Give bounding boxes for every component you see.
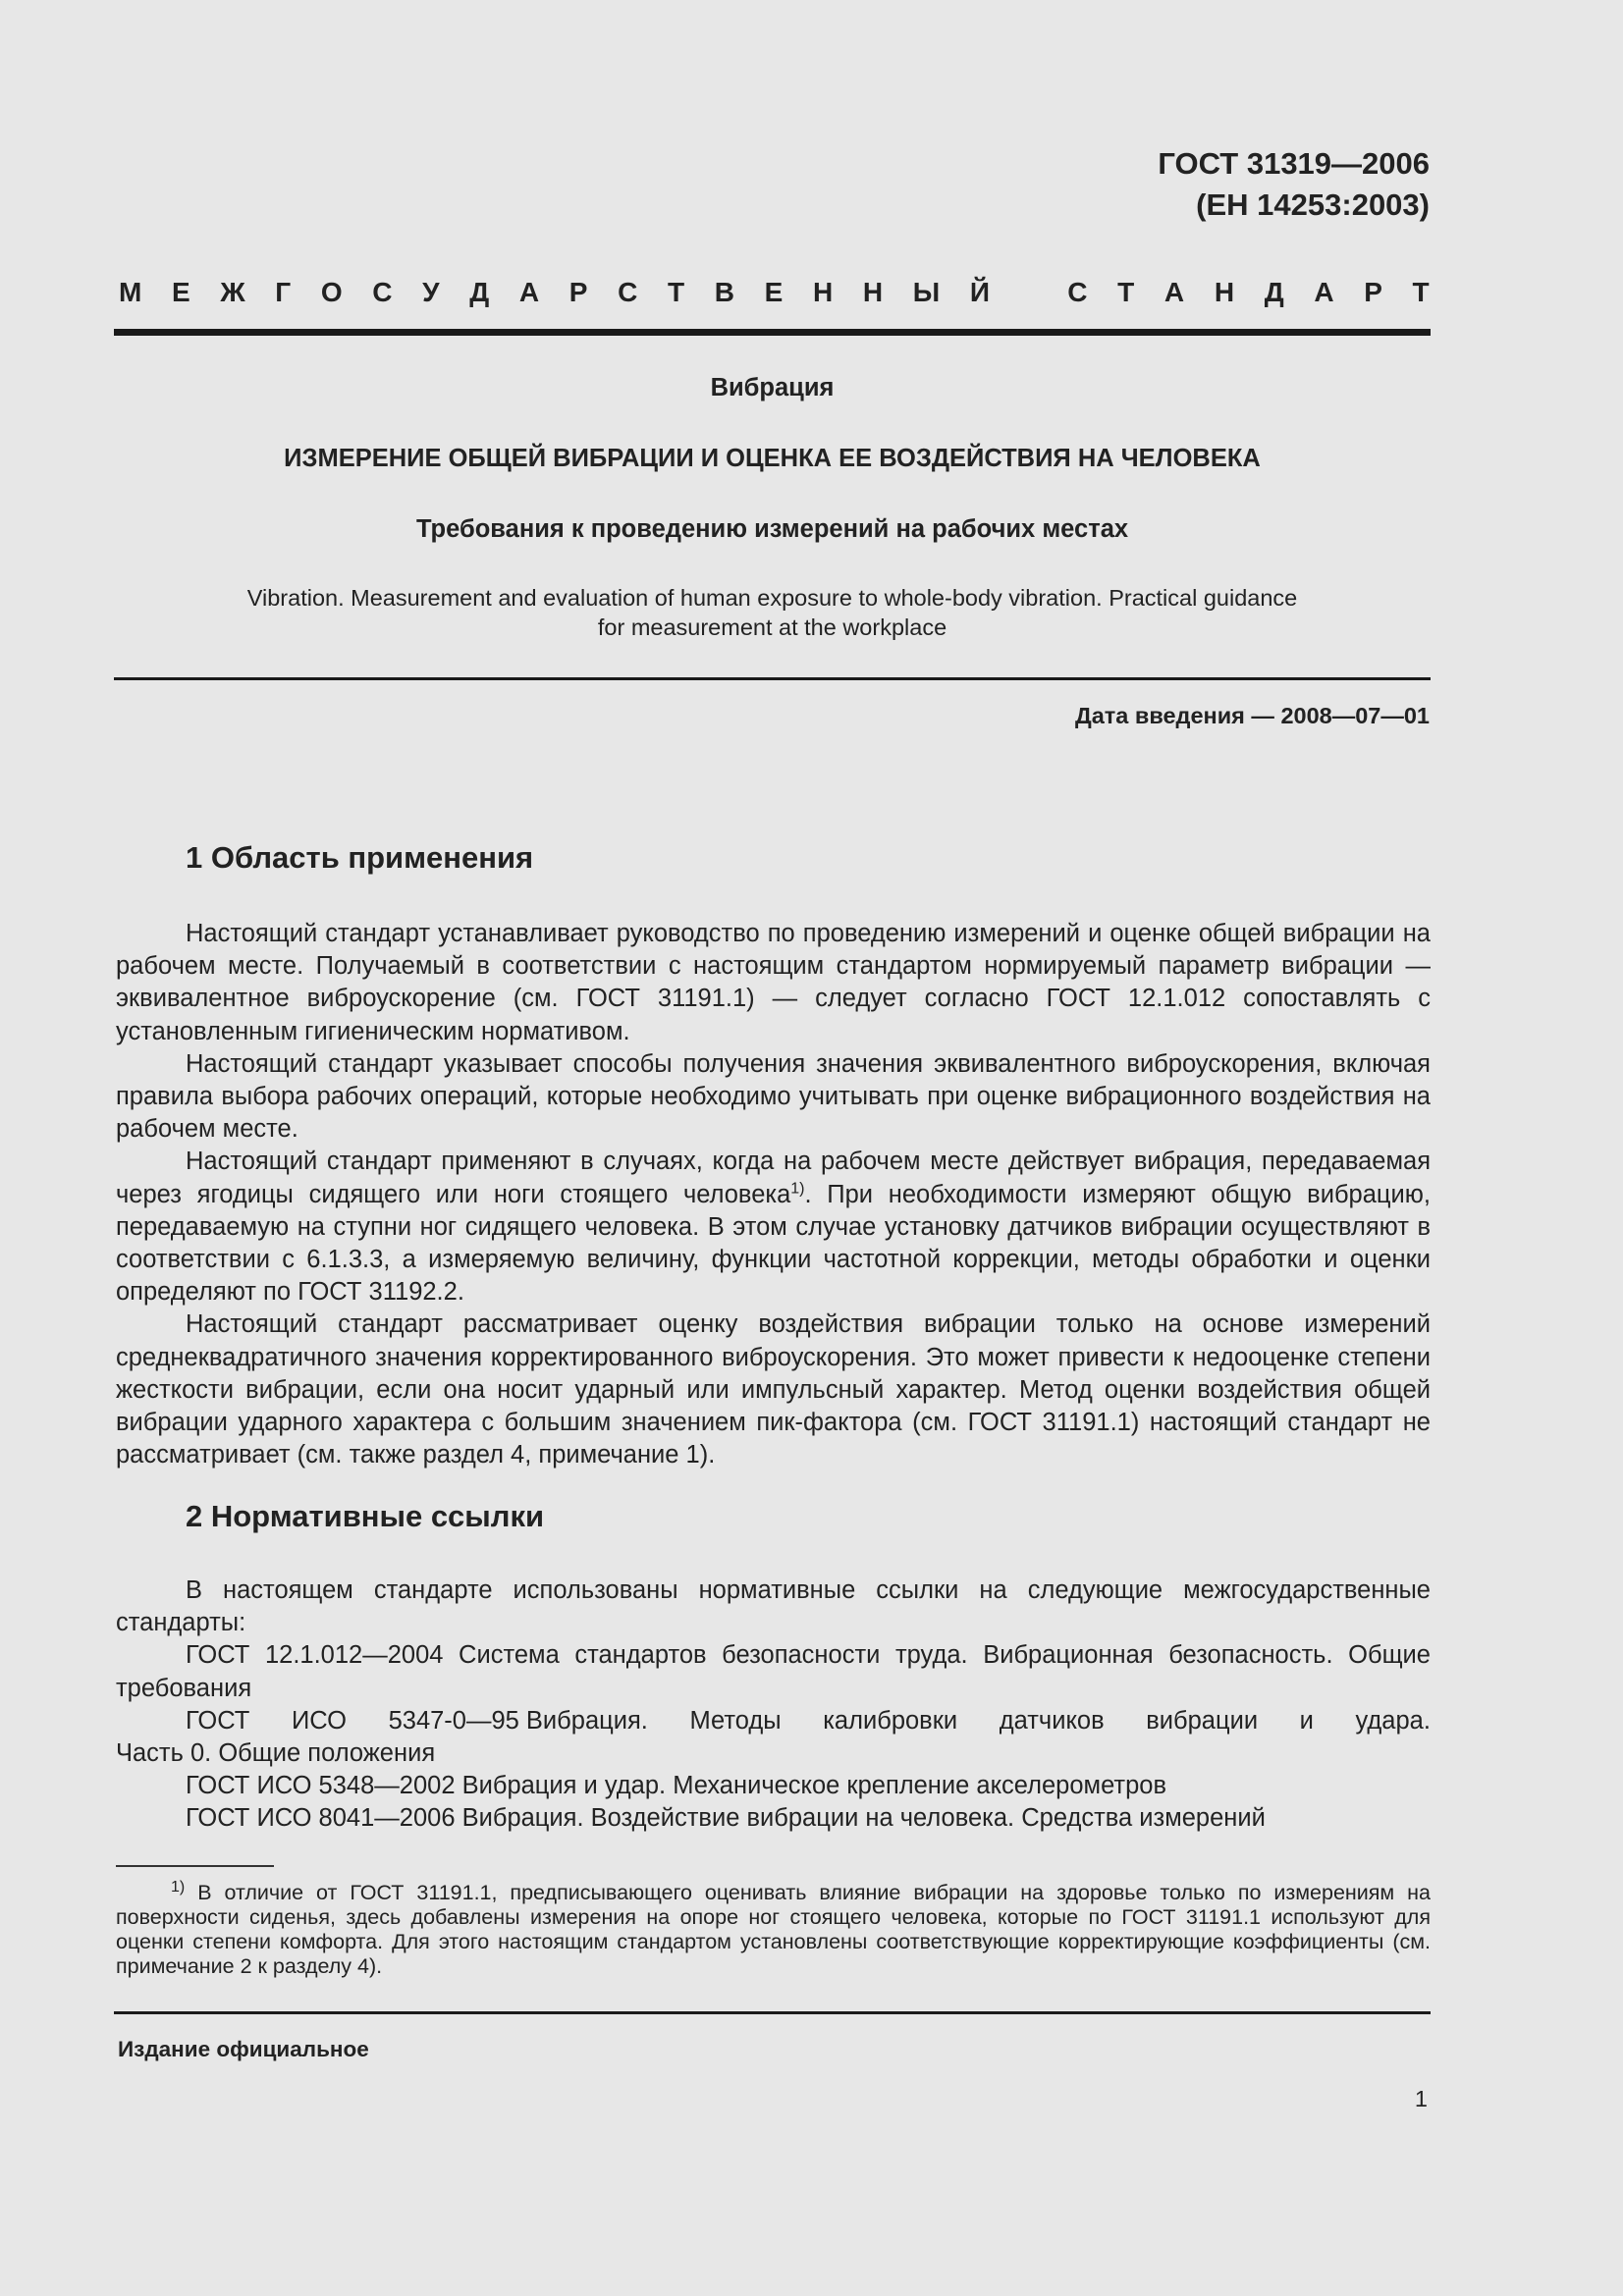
reference-2-word: удара. [1355, 1706, 1431, 1735]
title-english-line1: Vibration. Measurement and evaluation of human exposure to whole-body vibration. Practical guidance [246, 585, 1298, 611]
interstate-letter: Й [969, 277, 990, 307]
footer-rule [114, 2011, 1431, 2014]
footnote-paragraph [116, 1878, 1431, 1979]
interstate-letter: У [422, 277, 440, 307]
interstate-letter: Ж [220, 277, 245, 307]
title-sub: Требования к проведению измерений на рабочих местах [415, 515, 1129, 543]
title-main: ИЗМЕРЕНИЕ ОБЩЕЙ ВИБРАЦИИ И ОЦЕНКА ЕЕ ВОЗДЕЙСТВИЯ НА ЧЕЛОВЕКА [284, 445, 1261, 472]
section-2-heading: 2 Нормативные ссылки [186, 1499, 545, 1533]
reference-3: ГОСТ ИСО 5348—2002 Вибрация и удар. Механическое крепление акселерометров [186, 1772, 1166, 1800]
edition-label: Издание официальное [118, 2037, 369, 2061]
interstate-letter: Д [469, 277, 490, 307]
reference-2-word: вибрации [1146, 1706, 1259, 1735]
section-1-body [116, 918, 1431, 1471]
interstate-letter: М [119, 277, 142, 307]
interstate-letter: Р [1364, 277, 1382, 307]
interstate-letter: Ы [912, 277, 941, 307]
section-2-intro: В настоящем стандарте использованы нормативные ссылки на следующие межгосударственные стандарты: [116, 1576, 1431, 1637]
section-2-body [116, 1575, 1431, 1836]
reference-2-word: и [1299, 1706, 1314, 1735]
intro-date: Дата введения — 2008—07—01 [1074, 703, 1430, 728]
p3-text-a: Настоящий стандарт применяют в случаях, когда на рабочем месте действует вибрация, передаваемая через ягодицы сидящего или ноги стоящего человека [116, 1148, 1431, 1208]
interstate-letter: Г [275, 277, 292, 307]
footnote-text: В отличие от ГОСТ 31191.1, предписывающего оценивать влияние вибрации на здоровье только по измерениям на поверхности сиденья, здесь добавлены измерения на опоре ног стоящего человека, которые по ГОСТ 31191.1 используют для оценки степени комфорта. Для этого настоящим стандартом установлены соответствующие корректирующие коэффициенты (см. примечание 2 к разделу 4). [116, 1881, 1431, 1978]
interstate-letter: А [518, 277, 540, 307]
interstate-letter [1020, 277, 1038, 316]
p3-text-b: . При необходимости измеряют общую вибрацию, передаваемую на ступни ног сидящего человека. В этом случае установку датчиков вибрации осуществляют в соответствии с 6.1.3.3, а измеряемую величину, функции частотной коррекции, методы обработки и оценки определяют по ГОСТ 31192.2. [116, 1180, 1431, 1307]
reference-2-word: ГОСТ [186, 1706, 250, 1735]
interstate-letter: А [1163, 277, 1185, 307]
reference-2-tail: Часть 0. Общие положения [116, 1739, 436, 1768]
interstate-letter: С [618, 277, 638, 307]
gost-number: ГОСТ 31319—2006 [1158, 146, 1430, 181]
interstate-letter: Т [1412, 277, 1430, 307]
interstate-letter: Т [1117, 277, 1135, 307]
interstate-letter: С [372, 277, 393, 307]
interstate-standard-label [119, 277, 1430, 316]
interstate-letter: Е [764, 277, 784, 307]
title-topic: Вибрация [710, 374, 835, 401]
section-1-paragraph-4: Настоящий стандарт рассматривает оценку воздействия вибрации только на основе измерений среднеквадратичного значения корректированного виброускорения. Это может привести к недооценке степени жесткости вибрации, если она носит ударный или импульсный характер. Метод оценки воздействия общей вибрации ударного характера с большим значением пик-фактора (см. ГОСТ 31191.1) настоящий стандарт не рассматривает (см. также раздел 4, примечание 1). [116, 1310, 1431, 1469]
interstate-letter: А [1314, 277, 1334, 307]
title-english-line2: for measurement at the workplace [597, 614, 947, 640]
interstate-letter: О [320, 277, 343, 307]
footnote-ref: 1) [790, 1180, 805, 1198]
interstate-letter: Р [568, 277, 588, 307]
section-1-paragraph-1: Настоящий стандарт устанавливает руководство по проведению измерений и оценке общей вибрации на рабочем месте. Получаемый в соответствии с настоящим стандартом нормируемый параметр вибрации — эквивалентное виброускорение (см. ГОСТ 31191.1) — следует согласно ГОСТ 12.1.012 сопоставлять с установленным гигиеническим нормативом. [116, 920, 1431, 1045]
interstate-letter: Д [1264, 277, 1284, 307]
footnote-separator [116, 1865, 274, 1867]
interstate-letter: В [714, 277, 734, 307]
section-1-paragraph-2: Настоящий стандарт указывает способы получения значения эквивалентного виброускорения, включая правила выбора рабочих операций, которые необходимо учитывать при оценке вибрационного воздействия на рабочем месте. [116, 1049, 1431, 1144]
reference-2-word: датчиков [999, 1706, 1105, 1735]
interstate-letter: Н [812, 277, 834, 307]
reference-2-word: калибровки [823, 1706, 958, 1735]
interstate-letter: Е [171, 277, 190, 307]
reference-2-word: Методы [689, 1706, 782, 1735]
reference-2-line [186, 1705, 1431, 1737]
reference-4: ГОСТ ИСО 8041—2006 Вибрация. Воздействие вибрации на человека. Средства измерений [186, 1804, 1266, 1833]
reference-1: ГОСТ 12.1.012—2004 Система стандартов безопасности труда. Вибрационная безопасность. Общие требования [116, 1641, 1431, 1702]
interstate-letter: Н [1214, 277, 1235, 307]
reference-2-word: 5347-0—95 Вибрация. [388, 1706, 648, 1735]
section-1-paragraph-3 [116, 1146, 1431, 1308]
section-1-heading: 1 Область применения [186, 840, 534, 875]
en-number: (ЕН 14253:2003) [1196, 187, 1430, 222]
reference-2-word: ИСО [291, 1706, 347, 1735]
header-rule [114, 329, 1431, 336]
title-rule [114, 677, 1431, 680]
footnote [116, 1878, 1431, 1979]
page-number: 1 [1414, 2086, 1428, 2111]
interstate-letter: С [1067, 277, 1088, 307]
reference-2 [116, 1705, 1431, 1737]
interstate-letter: Н [862, 277, 884, 307]
interstate-letter: Т [667, 277, 685, 307]
footnote-mark: 1) [171, 1878, 186, 1896]
